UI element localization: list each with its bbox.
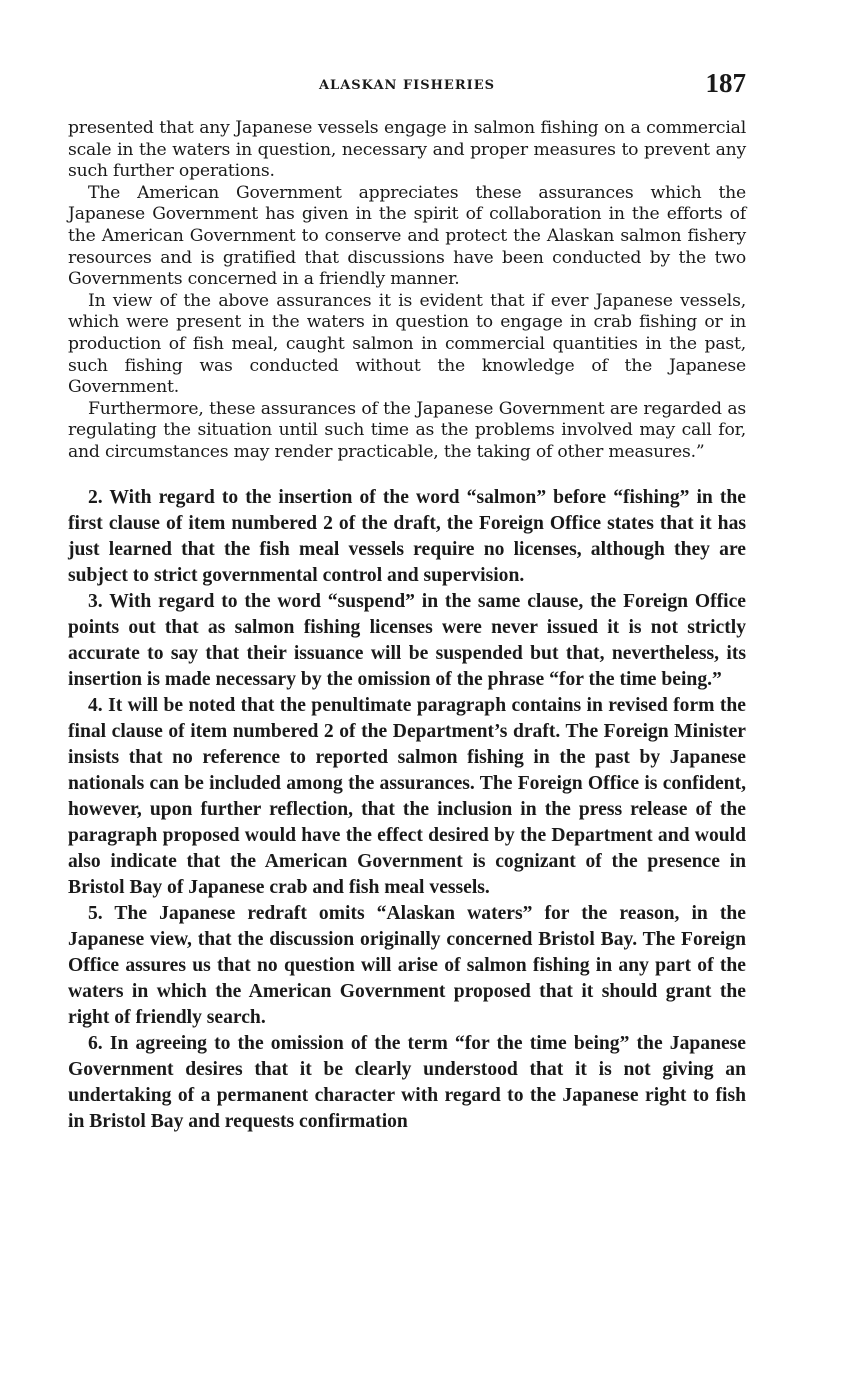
quote-paragraph: The American Government appreciates these assurances which the Japanese Government has given in the spirit of collaboration in the efforts of the American Government to conserve and protect the Alaskan salmon fishery resources and is gratified that discussions have been conducted by the two Governments concerned in a friendly manner. [68,182,746,290]
page-number: 187 [705,68,746,98]
numbered-paragraph-6: 6. In agreeing to the omission of the term “for the time being” the Japanese Government desires that it be clearly understood that it is not giving an undertaking of a permanent character with regard to the Japanese right to fish in Bristol Bay and requests confirmation [68,1032,746,1132]
numbered-paragraph-2: 2. With regard to the insertion of the word “salmon” before “fishing” in the first clause of item numbered 2 of the draft, the Foreign Office states that it has just learned that the fish meal vessels require no licenses, although they are subject to strict governmental control and supervision. [68,486,746,586]
numbered-paragraph-3: 3. With regard to the word “suspend” in the same clause, the Foreign Office points out that as salmon fishing licenses were never issued it is not strictly accurate to say that their issuance will be suspended but that, nevertheless, its insertion is made necessary by the omission of the phrase “for the time being.” [68,590,746,690]
numbered-paragraph-5: 5. The Japanese redraft omits “Alaskan waters” for the reason, in the Japanese view, that the discussion originally concerned Bristol Bay. The Foreign Office assures us that no question will arise of salmon fishing in any part of the waters in which the American Government proposed that it should grant the right of friendly search. [68,902,746,1028]
quote-paragraph: In view of the above assurances it is evident that if ever Japanese vessels, which were present in the waters in question to engage in crab fishing or in production of fish meal, caught salmon in commercial quantities in the past, such fishing was conducted without the knowledge of the Japanese Government. [68,290,746,398]
quote-paragraph: presented that any Japanese vessels engage in salmon fishing on a commercial scale in the waters in question, necessary and proper measures to prevent any such further operations. [68,118,746,182]
document-page [68,62,746,1135]
quote-paragraph: Furthermore, these assurances of the Japanese Government are regarded as regulating the situation until such time as the problems involved may call for, and circumstances may render practicable, the taking of other measures.” [68,398,746,462]
numbered-paragraph-4: 4. It will be noted that the penultimate paragraph contains in revised form the final clause of item numbered 2 of the Department’s draft. The Foreign Minister insists that no reference to reported salmon fishing in the past by Japanese nationals can be included among the assurances. The Foreign Office is confident, however, upon further reflection, that the inclusion in the press release of the paragraph proposed would have the effect desired by the Department and would also indicate that the American Government is cognizant of the presence in Bristol Bay of Japanese crab and fish meal vessels. [68,694,746,898]
body-text [68,485,746,1135]
running-head [68,62,746,108]
running-title: ALASKAN FISHERIES [318,78,496,93]
quoted-note [68,118,746,464]
